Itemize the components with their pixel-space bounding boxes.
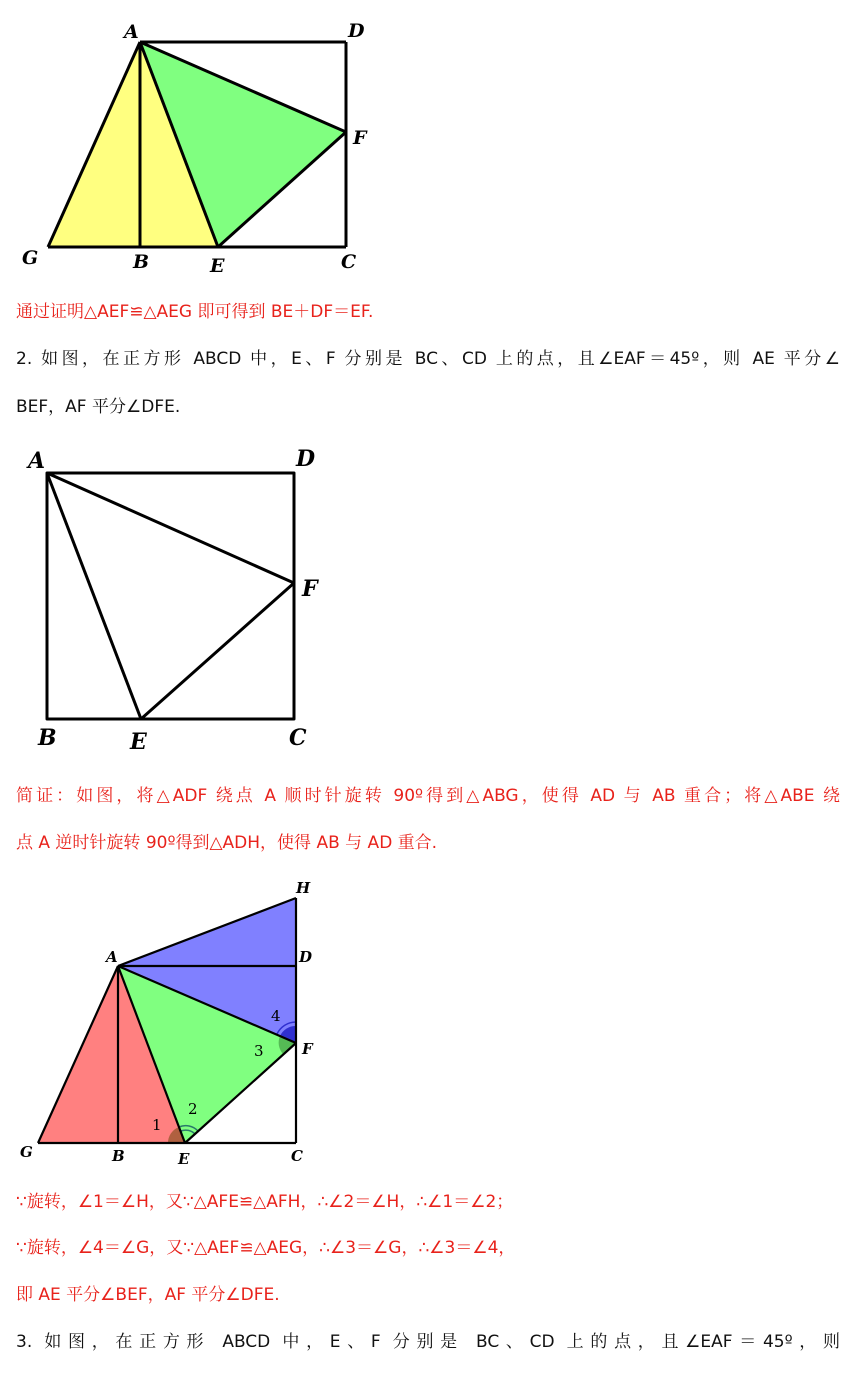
label-f: F bbox=[302, 1040, 313, 1058]
label-e: E bbox=[130, 729, 147, 755]
label-g: G bbox=[22, 247, 39, 269]
label-g: G bbox=[20, 1143, 33, 1161]
proof-2-line-2: 点 A 逆时针旋转 90º得到△ADH，使得 AB 与 AD 重合. bbox=[16, 833, 438, 853]
problem-2-line-2: BEF，AF 平分∠DFE. bbox=[16, 397, 181, 417]
angle-2-label: 2 bbox=[188, 1100, 198, 1118]
label-c: C bbox=[289, 725, 307, 751]
label-b: B bbox=[112, 1147, 125, 1165]
proof-line-3: 即 AE 平分∠BEF，AF 平分∠DFE. bbox=[16, 1285, 280, 1305]
figure-1 bbox=[0, 0, 854, 290]
problem-3-line-1: 3. 如图，在正方形 ABCD 中，E、F 分别是 BC、CD 上的点，且∠EAF＝45º，则 bbox=[16, 1332, 840, 1352]
angle-1-label: 1 bbox=[152, 1116, 162, 1134]
label-b: B bbox=[133, 251, 150, 273]
label-h: H bbox=[296, 879, 311, 897]
proof-line-1: ∵旋转，∠1＝∠H，又∵△AFE≌△AFH，∴∠2＝∠H，∴∠1＝∠2； bbox=[16, 1192, 514, 1212]
label-d: D bbox=[348, 20, 365, 42]
label-e: E bbox=[178, 1150, 190, 1168]
proof-line-2: ∵旋转，∠4＝∠G，又∵△AEF≌△AEG，∴∠3＝∠G，∴∠3＝∠4， bbox=[16, 1238, 516, 1258]
text-1: 通过证明△AEF≌△AEG 即可得到 BE＋DF＝EF. bbox=[16, 302, 374, 322]
label-e: E bbox=[210, 255, 225, 277]
label-a: A bbox=[124, 21, 139, 43]
angle-3-label: 3 bbox=[254, 1042, 264, 1060]
figure-2 bbox=[0, 440, 854, 760]
problem-2-line-1: 2. 如图，在正方形 ABCD 中，E、F 分别是 BC、CD 上的点，且∠EAF＝45º，则 AE 平分∠ bbox=[16, 349, 840, 369]
proof-2-line-1: 简证：如图，将△ADF 绕点 A 顺时针旋转 90º得到△ABG，使得 AD 与 AB 重合；将△ABE 绕 bbox=[16, 786, 840, 806]
label-b: B bbox=[38, 725, 57, 751]
figure-3 bbox=[0, 870, 854, 1180]
label-d: D bbox=[296, 446, 316, 472]
label-d: D bbox=[299, 948, 313, 966]
label-c: C bbox=[341, 251, 357, 273]
label-a: A bbox=[28, 448, 46, 474]
label-f: F bbox=[302, 576, 318, 602]
label-c: C bbox=[291, 1147, 303, 1165]
label-a: A bbox=[106, 948, 118, 966]
angle-4-label: 4 bbox=[271, 1007, 281, 1025]
label-f: F bbox=[353, 127, 367, 149]
